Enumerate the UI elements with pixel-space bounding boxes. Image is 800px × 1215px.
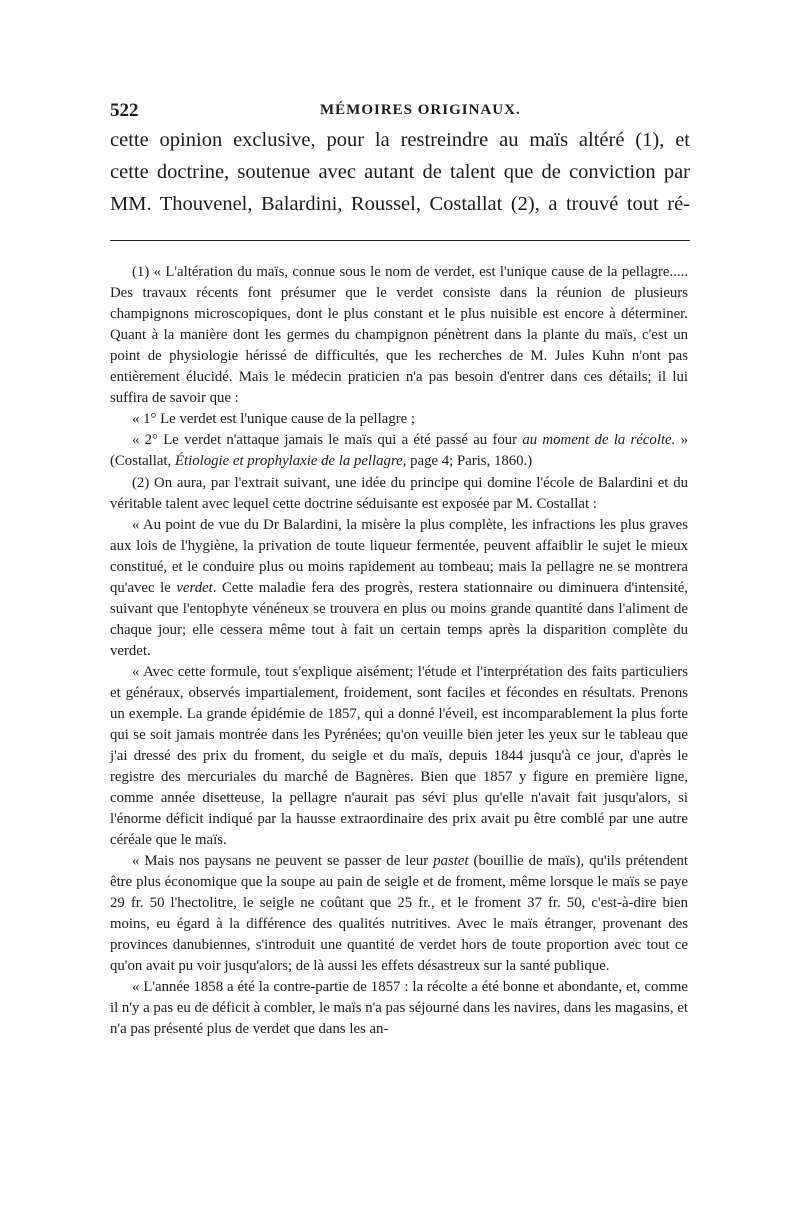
footnote-2-quote-1: « Au point de vue du Dr Balardini, la misère la plus complète, les infractions les plus graves aux lois de l'hygiène, la privation de toute liqueur fermentée, peuvent affaiblir le sujet le mieux constitué, et le conduire plus ou moins rapidement au tombeau; mais la pellagre ne se montrera qu'avec le verdet. Cette maladie fera des progrès, restera stationnaire ou diminuera d'intensité, suivant que l'entophyte vénéneux se trouvera en plus ou moins grande quantité dans l'aliment de chaque jour; elle cessera même tout à fait un certain temps après la disparition complète du verdet. <box>110 517 688 659</box>
footnote-1: (1) « L'altération du maïs, connue sous le nom de verdet, est l'unique cause de la pellagre..... Des travaux récents font présumer que le verdet consiste dans la réunion de plusieurs champignons microscopiques, dont le plus constant et le plus nuisible est encore à déterminer. Quant à la manière dont les germes du champignon pénètrent dans la plante du maïs, c'est un point de physiologie hérissé de difficultés, que les recherches de M. Jules Kuhn n'ont pas entièrement élucidé. Mais le médecin praticien n'a pas besoin d'entrer dans ces détails; il lui suffira de savoir que : <box>110 264 688 406</box>
page-header <box>110 96 690 126</box>
footnote-2-quote-3: « Mais nos paysans ne peuvent se passer de leur pastet (bouillie de maïs), qu'ils prétendent être plus économique que la soupe au pain de seigle et de froment, même lorsque le maïs se paye 29 fr. 50 l'hectolitre, le seigle ne coûtant que 25 fr., et le froment 37 fr. 50, c'est-à-dire bien moins, eu égard à la différence des qualités nutritives. Avec le maïs étranger, provenant des provinces danubiennes, s'introduit une quantité de verdet hors de toute proportion avec tout ce qu'on avait pu voir jusqu'alors; de là aussi les effets désastreux sur la santé publique. <box>110 853 689 974</box>
footnote-2-quote-4: « L'année 1858 a été la contre-partie de 1857 : la récolte a été bonne et abondante, et, comme il n'y a pas eu de déficit à combler, le maïs n'a pas séjourné dans les navires, dans les magasins, et n'a pas présenté plus de verdet que dans les an- <box>110 979 688 1037</box>
footnotes <box>110 262 688 1040</box>
footnote-2-quote-2: « Avec cette formule, tout s'explique aisément; l'étude et l'interprétation des faits particuliers et généraux, observés impartialement, froidement, sont faciles et fécondes en résultats. Prenons un exemple. La grande épidémie de 1857, qui a donné l'éveil, est incomparablement la plus forte qui se soit jamais montrée dans les Pyrénées; qu'on veuille bien jeter les yeux sur le tableau que j'ai dressé des prix du froment, du seigle et du maïs, depuis 1844 jusqu'à ce jour, d'après le registre des mercuriales du marché de Bagnères. Bien que 1857 y figure en première ligne, comme année disetteuse, la pellagre n'aurait pas sévi plus qu'elle n'avait fait jusqu'alors, si l'énorme déficit indiqué par la hausse extraordinaire des prix avait pu être comblé par une autre céréale que le maïs. <box>110 664 688 848</box>
main-text <box>110 124 690 220</box>
main-text-line: MM. Thouvenel, Balardini, Roussel, Costallat (2), a trouvé tout ré- <box>110 193 690 215</box>
main-text-line: cette opinion exclusive, pour la restreindre au maïs altéré (1), et <box>110 129 690 151</box>
running-title: MÉMOIRES ORIGINAUX. <box>320 102 521 118</box>
footnote-2: (2) On aura, par l'extrait suivant, une idée du principe qui domine l'école de Balardini et du véritable talent avec lequel cette doctrine séduisante est exposée par M. Costallat : <box>110 475 688 512</box>
page-number: 522 <box>110 100 139 121</box>
main-text-line: cette doctrine, soutenue avec autant de talent que de conviction par <box>110 161 690 183</box>
footnote-1-item-1: « 1° Le verdet est l'unique cause de la pellagre ; <box>132 411 416 427</box>
footnote-1-item-2: « 2° Le verdet n'attaque jamais le maïs qui a été passé au four au moment de la récolte. » (Costallat, Étiologie et prophylaxie de la pellagre, page 4; Paris, 1860.) <box>110 432 688 469</box>
footnote-separator <box>110 240 690 241</box>
